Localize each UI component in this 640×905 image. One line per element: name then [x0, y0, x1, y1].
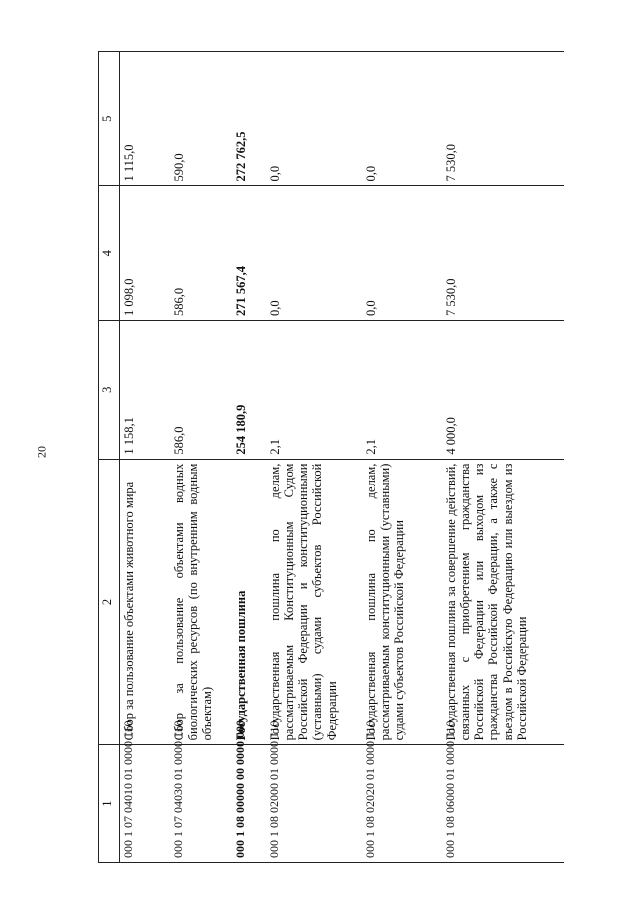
classification-code: 000 1 07 04010 01 0000 110	[120, 745, 171, 863]
budget-table	[98, 51, 564, 863]
amount-col4: 1 098,0	[120, 186, 171, 320]
page-number: 20	[34, 446, 49, 458]
amount-col3: 586,0	[170, 320, 232, 459]
header-row	[99, 52, 120, 863]
revenue-name: Сбор за пользование объектами водных биологических ресурсов (по внутренним водным объектам)	[170, 459, 232, 745]
revenue-name: Государственная пошлина по делам, рассматриваемым Конституционным Судом Российской Федерации и конституционными (уставными) судами субъектов Российской Федерации	[266, 459, 362, 745]
amount-col4: 271 567,4	[232, 186, 266, 320]
column-header: 5	[99, 52, 120, 187]
table-row	[266, 52, 362, 863]
table-row-total	[232, 52, 266, 863]
amount-col4: 0,0	[362, 186, 442, 320]
table-row	[120, 52, 171, 863]
amount-col4: 0,0	[266, 186, 362, 320]
table-row	[442, 52, 564, 863]
amount-col5: 590,0	[170, 52, 232, 187]
revenue-name: Сбор за пользование объектами животного мира	[120, 459, 171, 745]
amount-col5: 272 762,5	[232, 52, 266, 187]
table-row	[170, 52, 232, 863]
revenue-name: Государственная пошлина	[232, 459, 266, 745]
column-header: 4	[99, 186, 120, 320]
amount-col4: 586,0	[170, 186, 232, 320]
amount-col5: 7 530,0	[442, 52, 564, 187]
column-header: 3	[99, 320, 120, 459]
column-header: 2	[99, 459, 120, 745]
amount-col5: 0,0	[266, 52, 362, 187]
revenue-name: Государственная пошлина за совершение действий, связанных с приобретением гражданства Российской Федерации или выходом из гражданства Российской Федерации, а также с въездом в Российскую Федерацию или выездом из Российской Федерации	[442, 459, 564, 745]
amount-col3: 4 000,0	[442, 320, 564, 459]
amount-col3: 1 158,1	[120, 320, 171, 459]
amount-col3: 2,1	[266, 320, 362, 459]
amount-col5: 0,0	[362, 52, 442, 187]
table-row	[362, 52, 442, 863]
amount-col3: 254 180,9	[232, 320, 266, 459]
classification-code: 000 1 08 02020 01 0000 110	[362, 745, 442, 863]
classification-code: 000 1 08 00000 00 0000 000	[232, 745, 266, 863]
column-header: 1	[99, 745, 120, 863]
classification-code: 000 1 08 02000 01 0000 110	[266, 745, 362, 863]
amount-col3: 2,1	[362, 320, 442, 459]
amount-col4: 7 530,0	[442, 186, 564, 320]
classification-code: 000 1 07 04030 01 0000 110	[170, 745, 232, 863]
revenue-name: Государственная пошлина по делам, рассматриваемым конституционными (уставными) судами субъектов Российской Федерации	[362, 459, 442, 745]
amount-col5: 1 115,0	[120, 52, 171, 187]
classification-code: 000 1 08 06000 01 0000 110	[442, 745, 564, 863]
